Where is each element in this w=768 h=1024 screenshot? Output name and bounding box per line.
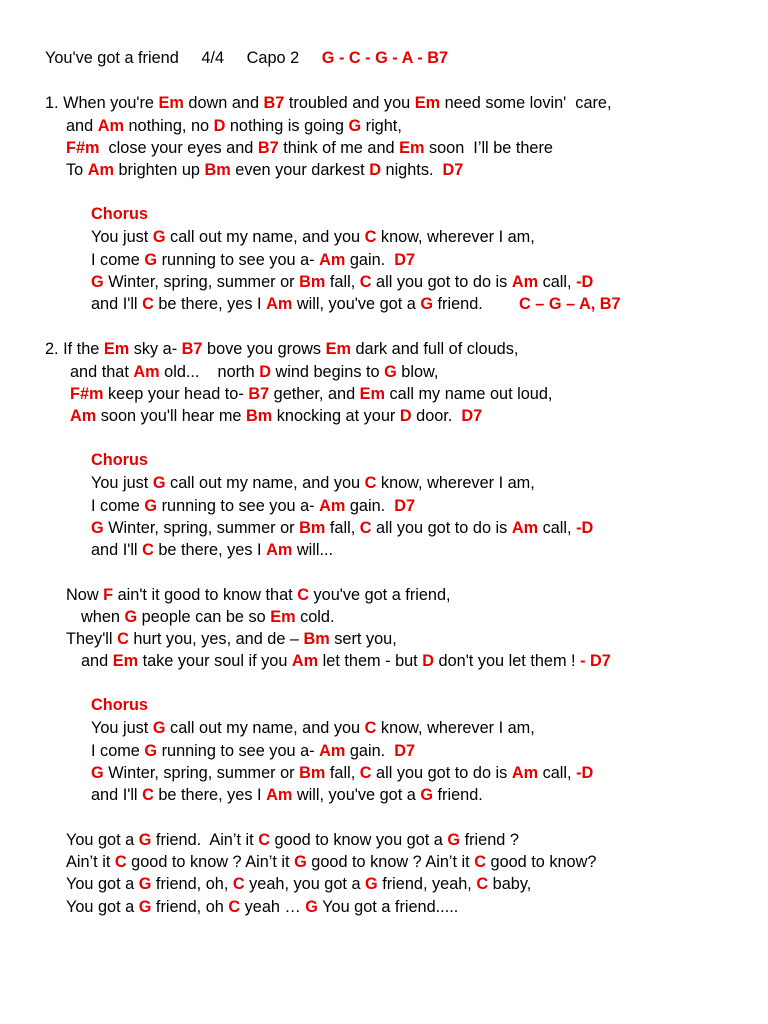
lyric-text: nights. — [380, 161, 443, 179]
chord: G — [138, 831, 152, 849]
lyric-text: Winter, spring, summer or — [103, 519, 300, 537]
lyric-text: all you got to do is — [371, 273, 512, 291]
chord: G — [384, 363, 397, 381]
chord: D7 — [442, 161, 464, 179]
outro-line-1 — [66, 830, 519, 850]
chord: G — [305, 898, 318, 916]
lyric-text: all you got to do is — [371, 764, 512, 782]
lyric-text: blow, — [396, 363, 439, 381]
chord: G — [348, 117, 362, 135]
chord: Am — [266, 786, 293, 804]
lyric-text: friend, oh, — [151, 875, 233, 893]
chorus2-heading — [91, 450, 148, 470]
lyric-text: will, you've got a — [292, 295, 421, 313]
lyric-text: knocking at your — [272, 407, 400, 425]
lyric-text: door. — [411, 407, 462, 425]
chord: Em — [414, 94, 441, 112]
lyric-text: friend ? — [460, 831, 519, 849]
chord: C — [142, 295, 154, 313]
chord: G — [294, 853, 307, 871]
lyric-text: You just — [91, 719, 153, 737]
outro-line-2 — [66, 852, 596, 872]
chord: Am — [266, 541, 293, 559]
lyric-text: sert you, — [329, 630, 397, 648]
lyric-text: nothing, no — [123, 117, 214, 135]
chord: C — [232, 875, 245, 893]
lyric-text: running to see you a- — [157, 497, 320, 515]
lyric-text: You got a — [66, 831, 139, 849]
lyric-text: be there, yes I — [153, 541, 267, 559]
lyric-text: even your darkest — [230, 161, 370, 179]
chord: Bm — [303, 630, 330, 648]
lyric-text: To — [66, 161, 88, 179]
chorus1-line-3 — [91, 272, 593, 292]
lyric-text: troubled and you — [284, 94, 415, 112]
lyric-text: good to know? — [485, 853, 597, 871]
chord: C — [359, 764, 372, 782]
chord: G — [152, 474, 166, 492]
bridge-line-1 — [66, 585, 451, 605]
lyric-text: when — [81, 608, 125, 626]
lyric-text: 2. If the — [45, 340, 104, 358]
lyric-text: close your eyes and — [99, 139, 258, 157]
chord: Bm — [299, 519, 326, 537]
chord: Bm — [299, 273, 326, 291]
lyric-text: You just — [91, 228, 153, 246]
lyric-text: and I'll — [91, 786, 143, 804]
lyric-text: keep your head to- — [103, 385, 249, 403]
chord: D7 — [461, 407, 483, 425]
lyric-text: call, — [538, 519, 577, 537]
verse1-line-3 — [66, 138, 553, 158]
lyric-text: gain. — [345, 497, 395, 515]
lyric-text: call out my name, and you — [165, 474, 365, 492]
chord: C — [364, 228, 377, 246]
lyric-text: nothing is going — [225, 117, 349, 135]
lyric-text: good to know you got a — [269, 831, 448, 849]
lyric-text: Now — [66, 586, 104, 604]
chord: Em — [270, 608, 296, 626]
chord: Am — [266, 295, 293, 313]
chord: Am — [70, 407, 97, 425]
lyric-text: down and — [183, 94, 264, 112]
lyric-text: gain. — [345, 251, 395, 269]
lyric-text: know, wherever I am, — [376, 719, 535, 737]
chord: B7 — [257, 139, 279, 157]
chord: C — [117, 630, 129, 648]
lyric-text: call, — [538, 273, 577, 291]
chord: Bm — [299, 764, 326, 782]
lyric-text: take your soul if you — [138, 652, 292, 670]
lyric-text: friend, oh — [151, 898, 229, 916]
chord: G — [144, 497, 158, 515]
chord: F#m — [70, 385, 104, 403]
chord: Bm — [204, 161, 231, 179]
chorus3-line-2 — [91, 741, 415, 761]
chorus3-line-1 — [91, 718, 535, 738]
chorus1-heading — [91, 204, 148, 224]
lyric-text: You just — [91, 474, 153, 492]
chord: Am — [511, 273, 539, 291]
chord: G — [91, 519, 104, 537]
verse2-line-1 — [45, 339, 518, 359]
chord: Em — [103, 340, 130, 358]
outro-line-3 — [66, 874, 531, 894]
lyric-text: people can be so — [137, 608, 271, 626]
chord: B7 — [263, 94, 285, 112]
chord: D — [422, 652, 434, 670]
lyric-text: you've got a friend, — [308, 586, 451, 604]
chord: -D — [576, 519, 594, 537]
chord: D — [399, 407, 412, 425]
lyric-text: fall, — [325, 519, 360, 537]
lyric-text: bove you grows — [202, 340, 326, 358]
chord: C — [476, 875, 489, 893]
verse2-line-4 — [70, 406, 482, 426]
lyric-text: be there, yes I — [153, 295, 267, 313]
chord: D7 — [394, 251, 416, 269]
chord: C — [359, 519, 372, 537]
chord: G — [420, 786, 433, 804]
lyric-text: need some lovin' care, — [440, 94, 612, 112]
lyric-text: You got a — [66, 875, 139, 893]
lyric-text: friend. Ain’t it — [151, 831, 259, 849]
verse2-line-3 — [70, 384, 552, 404]
chord: Bm — [245, 407, 273, 425]
lyric-text: gether, and — [269, 385, 360, 403]
lyric-text: Winter, spring, summer or — [103, 764, 300, 782]
chord: G — [152, 228, 166, 246]
lyric-text: friend. — [433, 786, 483, 804]
lyric-text: 1. When you're — [45, 94, 159, 112]
chord: D — [369, 161, 381, 179]
chord: C — [297, 586, 309, 604]
lyric-text: will, you've got a — [292, 786, 421, 804]
verse1-line-4 — [66, 160, 463, 180]
chord: Am — [87, 161, 114, 179]
lyric-text: call my name out loud, — [385, 385, 553, 403]
lyric-text: be there, yes I — [153, 786, 267, 804]
lyric-text: I come — [91, 497, 145, 515]
lyric-text: call out my name, and you — [165, 719, 365, 737]
bridge-line-3 — [66, 629, 397, 649]
lyric-text: let them - but — [318, 652, 423, 670]
lyric-text: know, wherever I am, — [376, 474, 535, 492]
chord: C — [142, 541, 154, 559]
lyric-text: fall, — [325, 764, 360, 782]
chord: B7 — [181, 340, 203, 358]
chorus2-line-1 — [91, 473, 535, 493]
chord: Em — [359, 385, 386, 403]
chord: Em — [399, 139, 425, 157]
chord: G - C - G - A - B7 — [321, 49, 449, 67]
lyric-text: brighten up — [113, 161, 205, 179]
bridge-line-4 — [81, 651, 611, 671]
chord: D7 — [394, 742, 416, 760]
chord: Am — [319, 497, 346, 515]
chord: G — [138, 898, 152, 916]
chord: F — [103, 586, 114, 604]
lyric-text: fall, — [325, 273, 360, 291]
chord: Am — [133, 363, 160, 381]
chord: G — [365, 875, 378, 893]
chord: C — [359, 273, 372, 291]
chord: Am — [319, 742, 346, 760]
chorus2-line-3 — [91, 518, 593, 538]
lyric-text: don't you let them ! — [434, 652, 581, 670]
lyric-text: old... north — [159, 363, 260, 381]
lyric-text: and I'll — [91, 541, 143, 559]
chord: G — [420, 295, 433, 313]
chord: Am — [511, 519, 539, 537]
chord: C — [364, 719, 377, 737]
chord: D7 — [394, 497, 416, 515]
lyric-text: cold. — [295, 608, 335, 626]
lyric-text: You got a — [66, 898, 139, 916]
chord: G — [91, 273, 104, 291]
lyric-text: and that — [70, 363, 134, 381]
lyric-text: good to know ? Ain’t it — [306, 853, 475, 871]
chord: -D — [576, 764, 594, 782]
chord: C — [364, 474, 377, 492]
verse1-line-1 — [45, 93, 612, 113]
lyric-text: You got a friend..... — [317, 898, 459, 916]
lyric-text: sky a- — [129, 340, 182, 358]
lyric-text: will... — [292, 541, 334, 559]
chorus3-line-3 — [91, 763, 593, 783]
chorus3-line-4 — [91, 785, 483, 805]
chord: G — [144, 742, 158, 760]
lyric-text: all you got to do is — [371, 519, 512, 537]
lyric-text: I come — [91, 742, 145, 760]
chord: Am — [511, 764, 539, 782]
lyric-text: good to know ? Ain’t it — [126, 853, 295, 871]
chord: G — [91, 764, 104, 782]
chord: C — [258, 831, 270, 849]
chord: -D — [576, 273, 594, 291]
lyric-text: yeah … — [240, 898, 306, 916]
lyric-text: think of me and — [278, 139, 400, 157]
chord: Em — [325, 340, 351, 358]
lyric-text: call out my name, and you — [165, 228, 365, 246]
chord: C — [114, 853, 127, 871]
chord: B7 — [248, 385, 270, 403]
bridge-line-2 — [81, 607, 334, 627]
lyric-text: wind begins to — [270, 363, 385, 381]
chorus1-line-4 — [91, 294, 621, 314]
chord: Em — [158, 94, 184, 112]
chord: Am — [291, 652, 319, 670]
chord: G — [447, 831, 461, 849]
lyric-text: right, — [361, 117, 402, 135]
chord: Am — [97, 117, 124, 135]
lyric-text: know, wherever I am, — [376, 228, 535, 246]
chord: F#m — [66, 139, 100, 157]
lyric-text: friend. — [433, 295, 519, 313]
chorus1-line-2 — [91, 250, 415, 270]
chord: D — [213, 117, 226, 135]
lyric-text: yeah, you got a — [244, 875, 366, 893]
chorus3-heading — [91, 695, 148, 715]
chord: D — [259, 363, 271, 381]
lyric-text: ain't it good to know that — [113, 586, 298, 604]
verse2-line-2 — [70, 362, 438, 382]
chord: G — [138, 875, 152, 893]
lyric-text: and — [66, 117, 98, 135]
lyric-text: I come — [91, 251, 145, 269]
chord: C — [474, 853, 486, 871]
lyric-text: and I'll — [91, 295, 143, 313]
lyric-text: running to see you a- — [157, 251, 320, 269]
lyric-text: soon you'll hear me — [96, 407, 246, 425]
lyric-text: call, — [538, 764, 577, 782]
chord: C – G – A, B7 — [518, 295, 621, 313]
outro-line-4 — [66, 897, 458, 917]
section-heading: Chorus — [91, 205, 148, 223]
verse1-line-2 — [66, 116, 402, 136]
chord: C — [228, 898, 241, 916]
lyric-text: hurt you, yes, and de – — [128, 630, 304, 648]
lyric-text: and — [81, 652, 113, 670]
chorus2-line-2 — [91, 496, 415, 516]
chord: G — [144, 251, 158, 269]
lyric-text: Ain’t it — [66, 853, 115, 871]
lyric-text: Winter, spring, summer or — [103, 273, 300, 291]
chord: Am — [319, 251, 346, 269]
section-heading: Chorus — [91, 696, 148, 714]
section-heading: Chorus — [91, 451, 148, 469]
song-header — [45, 48, 448, 68]
lyric-text: dark and full of clouds, — [350, 340, 519, 358]
chord: Em — [112, 652, 139, 670]
chorus2-line-4 — [91, 540, 333, 560]
lyric-text: gain. — [345, 742, 395, 760]
chord: - D7 — [580, 652, 611, 670]
chord: G — [152, 719, 166, 737]
chorus1-line-1 — [91, 227, 535, 247]
chord: G — [124, 608, 138, 626]
lyric-text: running to see you a- — [157, 742, 320, 760]
lyric-text: baby, — [488, 875, 532, 893]
lyric-text: friend, yeah, — [377, 875, 477, 893]
lyric-text: soon I’ll be there — [424, 139, 553, 157]
lyric-text: You've got a friend 4/4 Capo 2 — [45, 49, 322, 67]
chord: C — [142, 786, 154, 804]
lyric-text: They'll — [66, 630, 118, 648]
